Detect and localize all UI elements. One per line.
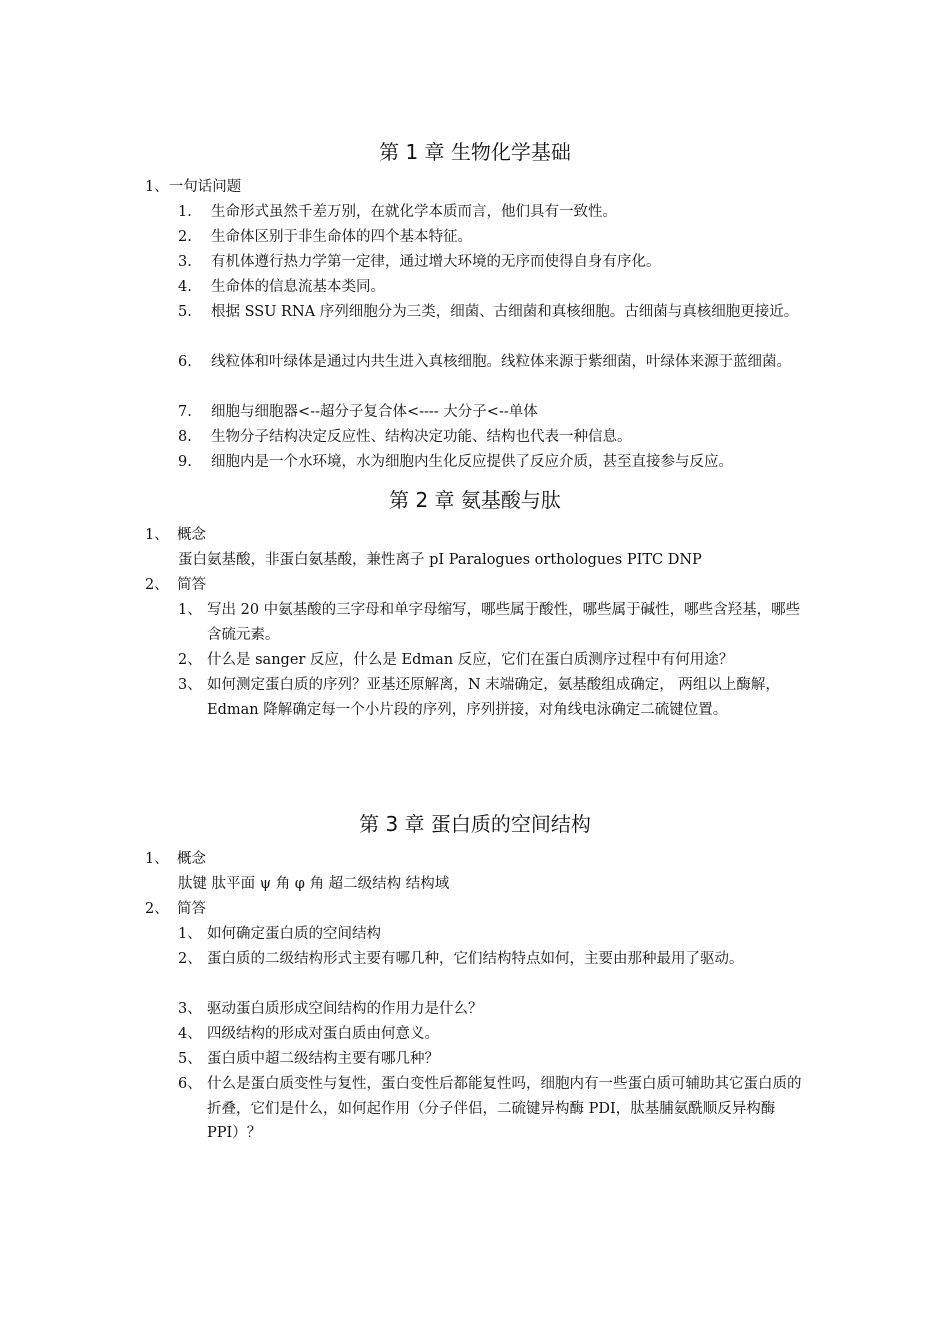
section-number: 1、 (145, 851, 169, 867)
list-item (178, 922, 808, 947)
item-text: 蛋白质中超二级结构主要有哪几种？ (207, 1051, 439, 1067)
item-text: 什么是蛋白质变性与复性，蛋白变性后都能复性吗，细胞内有一些蛋白质可辅助其它蛋白质的折叠，它们是什么，如何起作用（分子伴侣，二硫键异构酶 PDI，肽基脯氨酰顺反异构酶 PPI）？ (207, 1076, 802, 1141)
item-text: 细胞内是一个水环境，水为细胞内生化反应提供了反应介质，甚至直接参与反应。 (211, 454, 733, 470)
chapter-2-concepts: 蛋白氨基酸，非蛋白氨基酸，兼性离子 pI Paralogues orthologues PITC DNP (178, 552, 702, 568)
list-item (178, 350, 808, 375)
chapter-2-section-2-heading (145, 573, 206, 597)
item-number: 9. (178, 454, 192, 470)
item-number: 1、 (178, 926, 202, 942)
list-item (178, 225, 808, 250)
item-number: 7. (178, 404, 192, 420)
list-item (178, 200, 808, 225)
list-item (178, 997, 808, 1022)
item-text: 细胞与细胞器<--超分子复合体<---- 大分子<--单体 (211, 404, 538, 420)
list-item (178, 425, 808, 450)
chapter-3-concepts: 肽键 肽平面 ψ 角 φ 角 超二级结构 结构域 (178, 876, 450, 892)
chapter-1-section-heading: 1、一句话问题 (145, 179, 242, 195)
item-text: 什么是 sanger 反应，什么是 Edman 反应，它们在蛋白质测序过程中有何用途？ (207, 652, 734, 668)
item-number: 5、 (178, 1051, 202, 1067)
list-item (178, 648, 808, 673)
item-number: 4、 (178, 1026, 202, 1042)
item-number: 6. (178, 354, 192, 370)
item-number: 2. (178, 229, 192, 245)
list-item (178, 598, 808, 647)
list-item (178, 275, 808, 300)
item-text: 如何确定蛋白质的空间结构 (207, 926, 381, 942)
section-number: 1、 (145, 527, 169, 543)
item-text: 生命形式虽然千差万别，在就化学本质而言，他们具有一致性。 (211, 204, 617, 220)
list-item (178, 450, 808, 475)
list-item (178, 250, 808, 275)
item-text: 有机体遵行热力学第一定律，通过增大环境的无序而使得自身有序化。 (211, 254, 661, 270)
item-text: 如何测定蛋白质的序列？亚基还原解离，N 末端确定，氨基酸组成确定， 两组以上酶解，Edman 降解确定每一个小片段的序列，序列拼接，对角线电泳确定二硫键位置。 (207, 677, 780, 718)
chapter-3-section-2-heading (145, 897, 206, 921)
section-number: 2、 (145, 901, 169, 917)
list-item (178, 300, 808, 325)
item-text: 四级结构的形成对蛋白质由何意义。 (207, 1026, 439, 1042)
item-text: 根据 SSU RNA 序列细胞分为三类，细菌、古细菌和真核细胞。古细菌与真核细胞更接近。 (211, 304, 799, 320)
list-item (178, 947, 808, 972)
item-number: 2、 (178, 951, 202, 967)
chapter-2-section-1-heading (145, 523, 206, 547)
item-text: 生物分子结构决定反应性、结构决定功能、结构也代表一种信息。 (211, 429, 632, 445)
chapter-1-title: 第 1 章 生物化学基础 (379, 140, 571, 164)
item-text: 线粒体和叶绿体是通过内共生进入真核细胞。线粒体来源于紫细菌，叶绿体来源于蓝细菌。 (211, 354, 791, 370)
chapter-2-title: 第 2 章 氨基酸与肽 (389, 488, 561, 512)
item-number: 2、 (178, 652, 202, 668)
item-text: 写出 20 中氨基酸的三字母和单字母缩写，哪些属于酸性，哪些属于碱性，哪些含羟基，哪些含硫元素。 (207, 602, 801, 643)
section-label: 简答 (177, 577, 206, 593)
item-text: 生命体区别于非生命体的四个基本特征。 (211, 229, 472, 245)
item-number: 8. (178, 429, 192, 445)
list-item (178, 673, 808, 722)
item-text: 驱动蛋白质形成空间结构的作用力是什么？ (207, 1001, 483, 1017)
section-number: 2、 (145, 577, 169, 593)
list-item (178, 1072, 808, 1146)
item-number: 3、 (178, 1001, 202, 1017)
item-number: 1. (178, 204, 192, 220)
item-number: 3. (178, 254, 192, 270)
item-number: 4. (178, 279, 192, 295)
item-number: 1、 (178, 602, 202, 618)
item-number: 3、 (178, 677, 202, 693)
item-number: 5. (178, 304, 192, 320)
section-label: 简答 (177, 901, 206, 917)
list-item (178, 1022, 808, 1047)
item-number: 6、 (178, 1076, 202, 1092)
section-label: 概念 (177, 527, 206, 543)
list-item (178, 400, 808, 425)
chapter-3-section-1-heading (145, 847, 206, 871)
section-label: 概念 (177, 851, 206, 867)
item-text: 生命体的信息流基本类同。 (211, 279, 385, 295)
list-item (178, 1047, 808, 1072)
item-text: 蛋白质的二级结构形式主要有哪几种，它们结构特点如何，主要由那种最用了驱动。 (207, 951, 744, 967)
chapter-3-title: 第 3 章 蛋白质的空间结构 (359, 812, 591, 836)
